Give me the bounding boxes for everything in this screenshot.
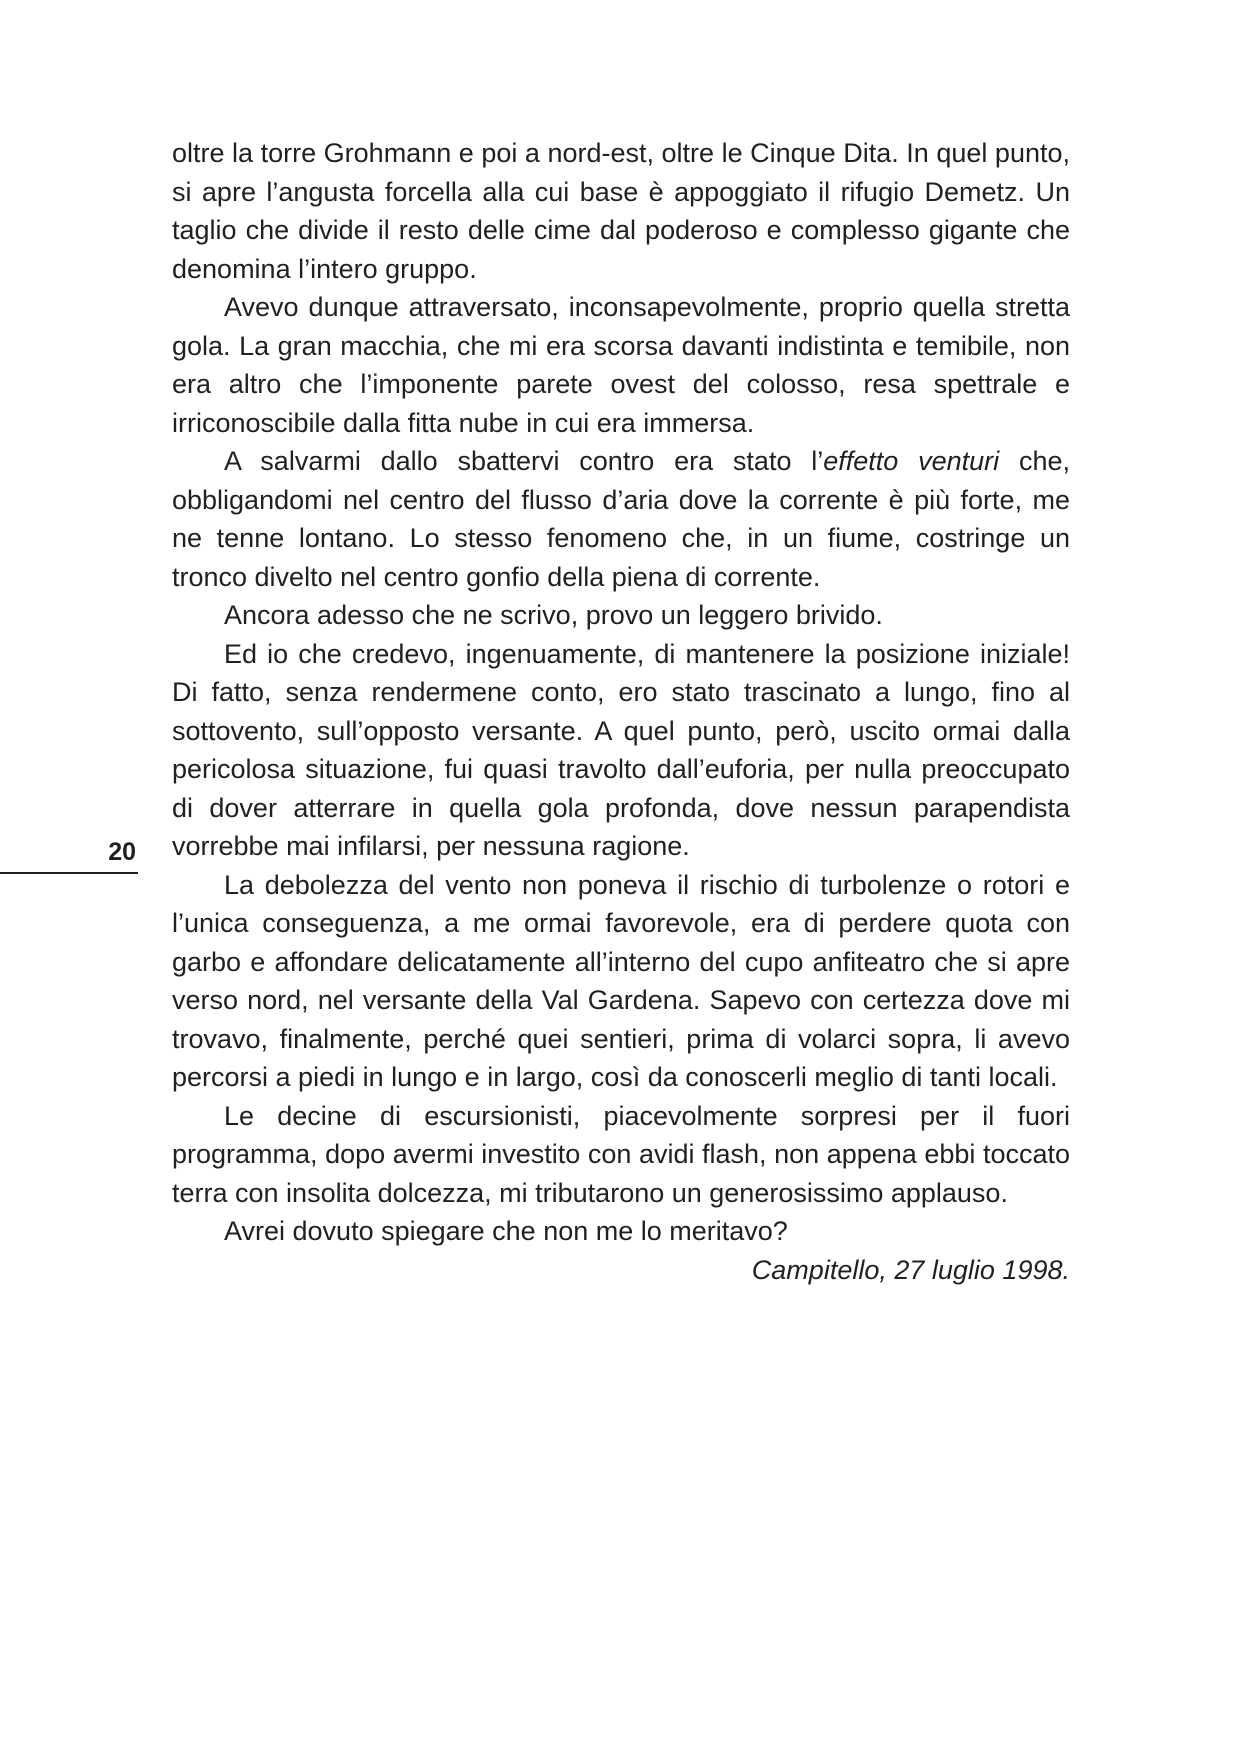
text-block: [172, 134, 1070, 1289]
paragraph-effetto-venturi: [172, 442, 1070, 596]
text-run: La debolezza del vento non poneva il rischio di turbolenze o rotori e l’unica conseguenza, a me ormai favorevole, era di perdere quota con garbo e affondare delicatamente all’interno del cupo anfiteatro che si apre verso nord, nel versante della Val Gardena. Sapevo con certezza dove mi trovavo, finalmente, perché quei sentieri, prima di volarci sopra, li avevo percorsi a piedi in lungo e in largo, così da conoscerli meglio di tanti locali.: [172, 869, 1070, 1092]
italic-text-run: Campitello, 27 luglio 1998.: [751, 1254, 1070, 1285]
page-number-rule: [0, 872, 138, 874]
paragraph-dateline: [172, 1251, 1070, 1290]
text-run: che, obbligandomi nel centro del flusso d’aria dove la corrente è più forte, me ne tenne lontano. Lo stesso fenomeno che, in un fiume, costringe un tronco divelto nel centro gonfio della piena di corrente.: [172, 446, 1070, 592]
text-run: Avrei dovuto spiegare che non me lo meritavo?: [224, 1216, 788, 1246]
paragraph-domanda: [172, 1212, 1070, 1251]
italic-text-run: effetto venturi: [823, 446, 1000, 476]
text-run: Ancora adesso che ne scrivo, provo un leggero brivido.: [224, 600, 883, 630]
page-number: 20: [108, 838, 136, 866]
text-run: Avevo dunque attraversato, inconsapevolmente, proprio quella stretta gola. La gran macchia, che mi era scorsa davanti indistinta e temibile, non era altro che l’imponente parete ovest del colosso, resa spettrale e irriconoscibile dalla fitta nube in cui era immersa.: [172, 292, 1070, 438]
text-run: oltre la torre Grohmann e poi a nord-est, oltre le Cinque Dita. In quel punto, si apre l’angusta forcella alla cui base è appoggiato il rifugio Demetz. Un taglio che divide il resto delle cime dal poderoso e complesso gigante che denomina l’intero gruppo.: [172, 138, 1070, 284]
paragraph-brivido: [172, 596, 1070, 635]
text-run: A salvarmi dallo sbattervi contro era stato l’: [224, 446, 824, 476]
paragraph-euforia: [172, 635, 1070, 866]
paragraph-debolezza-vento: [172, 866, 1070, 1097]
text-run: Le decine di escursionisti, piacevolmente sorpresi per il fuori programma, dopo avermi investito con avidi flash, non appena ebbi toccato terra con insolita dolcezza, mi tributarono un generosissimo applauso.: [172, 1100, 1070, 1208]
paragraph-continuation: [172, 134, 1070, 288]
paragraph-attraversato: [172, 288, 1070, 442]
text-run: Ed io che credevo, ingenuamente, di mantenere la posizione iniziale! Di fatto, senza rendermene conto, ero stato trascinato a lungo, fino al sottovento, sull’opposto versante. A quel punto, però, uscito ormai dalla pericolosa situazione, fui quasi travolto dall’euforia, per nulla preoccupato di dover atterrare in quella gola profonda, dove nessun parapendista vorrebbe mai infilarsi, per nessuna ragione.: [172, 638, 1070, 861]
paragraph-escursionisti: [172, 1097, 1070, 1213]
